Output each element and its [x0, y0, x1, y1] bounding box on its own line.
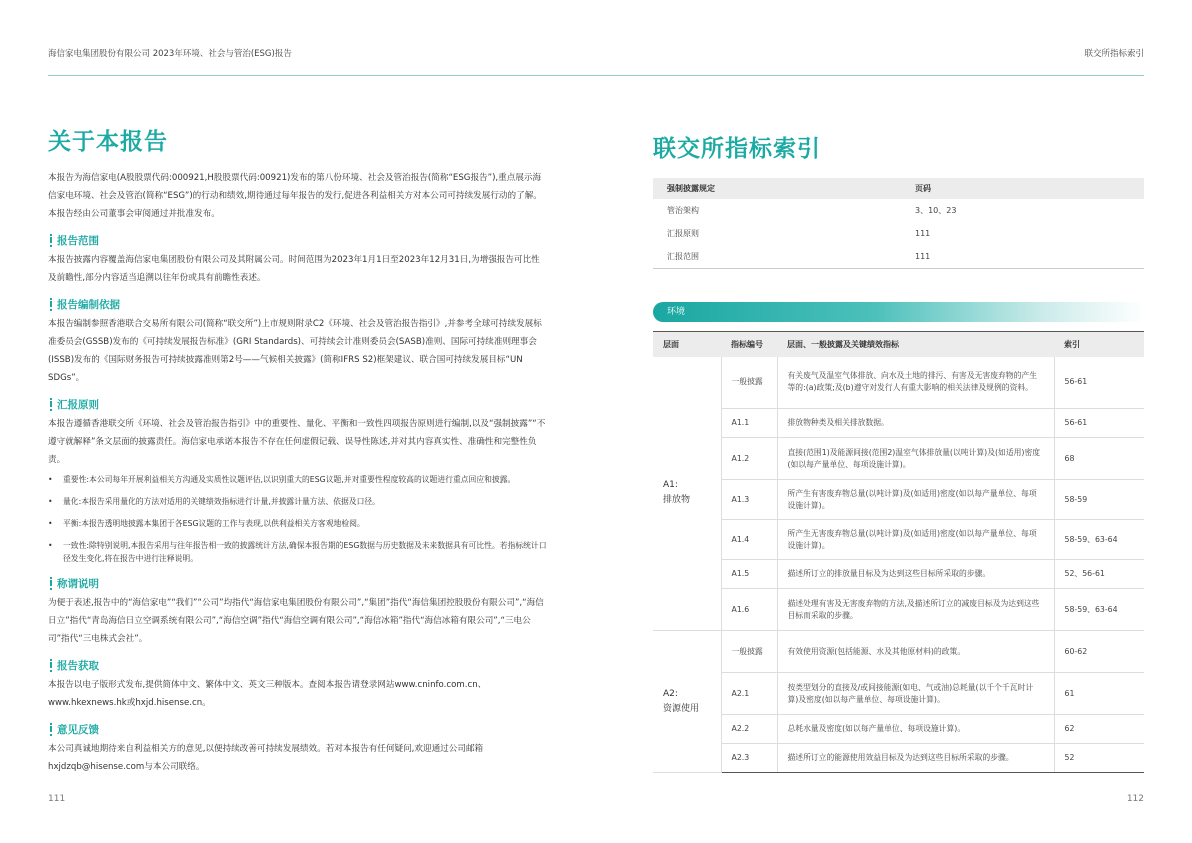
table-cell: 111: [901, 245, 1144, 268]
section-title: 汇报原则: [57, 398, 99, 411]
indicator-id: A2.1: [721, 673, 777, 715]
right-page-title-wrap: [653, 130, 1144, 163]
table-row: [653, 409, 1144, 438]
column-header: 页码: [901, 178, 1144, 199]
table-row: [653, 480, 1144, 520]
indicator-id: A2.3: [721, 744, 777, 773]
indicator-id: A2.2: [721, 715, 777, 744]
section-feedback: [48, 720, 548, 776]
page-title-about: 关于本报告: [48, 129, 168, 155]
page-number-left: 111: [48, 794, 66, 804]
section-title: 报告范围: [57, 234, 99, 247]
page-title-index: 联交所指标索引: [653, 136, 821, 162]
indicator-id: 一般披露: [721, 357, 777, 409]
environment-band: 环境: [653, 302, 1144, 322]
table-cell: 管治架构: [667, 206, 699, 215]
table-header-row: [653, 332, 1144, 357]
table-cell: 汇报范围: [653, 245, 901, 268]
indicator-pages: 62: [1054, 715, 1144, 744]
indicator-id: A1.6: [721, 589, 777, 631]
indicator-pages: 52: [1054, 744, 1144, 773]
table-row: [653, 199, 1144, 222]
section-title: 意见反馈: [57, 723, 99, 736]
environment-index-table: [653, 331, 1144, 773]
mandatory-disclosure-table: [653, 178, 1144, 269]
section-text: 本报告遵循香港联交所《环境、社会及管治报告指引》中的重要性、量化、平衡和一致性四项报告原则进行编制,以及“强制披露”“不遵守就解释”条文层面的披露责任。海信家电承诺本报告不存在任何虚假记载、误导性陈述,并对其内容真实性、准确性和完整性负责。: [48, 419, 546, 465]
section-marker-icon: [48, 723, 53, 736]
header-section-title: 联交所指标索引: [1084, 49, 1144, 59]
indicator-text: 按类型划分的直接及/或间接能源(如电、气或油)总耗量(以千个千瓦时计算)及密度(如以每产量单位、每项设施计算)。: [777, 673, 1054, 715]
column-header: 层面: [653, 332, 721, 357]
table-cell: 3、10、23: [915, 206, 957, 215]
table-cell: 111: [915, 229, 931, 238]
indicator-pages: 56-61: [1054, 357, 1144, 409]
section-text: 为便于表述,报告中的“海信家电”“我们”“公司”均指代“海信家电集团股份有限公司”,“集团”指代“海信集团控股股份有限公司”,“海信日立”指代“青岛海信日立空调系统有限公司”,“海信空调”指代“海信空调有限公司”,“海信冰箱”指代“海信冰箱有限公司”,“三电公司”指代“三电株式会社”。: [48, 598, 544, 644]
section-text: 本报告披露内容覆盖海信家电集团股份有限公司及其附属公司。时间范围为2023年1月1日至2023年12月31日,为增强报告可比性及前瞻性,部分内容适当追溯以往年份或具有前瞻性表述。: [48, 255, 540, 283]
section-terms: [48, 574, 548, 648]
intro-paragraph: 本报告为海信家电(A股股票代码:000921,H股股票代码:00921)发布的第八份环境、社会及管治报告(简称“ESG报告”),重点展示海信家电环境、社会及管治(简称“ESG”)的行动和绩效,期待通过每年报告的发行,促进各利益相关方对本公司可持续发展行动的了解。本报告经由公司董事会审阅通过并批准发布。: [48, 173, 542, 219]
table-row: [653, 560, 1144, 589]
indicator-text: 排放物种类及相关排放数据。: [777, 409, 1054, 438]
section-principles: [48, 395, 548, 469]
section-basis: [48, 295, 548, 387]
indicator-pages: 58-59、63-64: [1054, 520, 1144, 560]
table-row: [653, 589, 1144, 631]
section-scope: [48, 231, 548, 287]
indicator-id: A1.4: [721, 520, 777, 560]
left-page: [48, 123, 548, 776]
indicator-text: 描述处理有害及无害废弃物的方法,及描述所订立的减废目标及为达到这些目标而采取的步骤。: [777, 589, 1054, 631]
indicator-text: 直接(范围1)及能源间接(范围2)温室气体排放量(以吨计算)及(如适用)密度(如以每产量单位、每项设施计算)。: [777, 438, 1054, 480]
indicator-id: A1.3: [721, 480, 777, 520]
table-cell: 汇报原则: [667, 229, 699, 238]
indicator-pages: 58-59、63-64: [1054, 589, 1144, 631]
indicator-pages: 61: [1054, 673, 1144, 715]
indicator-pages: 68: [1054, 438, 1144, 480]
header-report-title: 海信家电集团股份有限公司 2023年环境、社会与管治(ESG)报告: [48, 49, 292, 59]
section-access: [48, 656, 548, 712]
section-marker-icon: [48, 659, 53, 672]
indicator-id: A1.2: [721, 438, 777, 480]
section-marker-icon: [48, 234, 53, 247]
header-divider: [48, 75, 1144, 76]
section-marker-icon: [48, 577, 53, 590]
section-title: 称谓说明: [57, 577, 99, 590]
table-row: [653, 438, 1144, 480]
indicator-pages: 52、56-61: [1054, 560, 1144, 589]
table-row: [653, 744, 1144, 773]
table-row: [653, 245, 1144, 268]
section-text: 本报告以电子版形式发布,提供简体中文、繁体中文、英文三种版本。查阅本报告请登录网站www.cninfo.com.cn、www.hkexnews.hk或hxjd.hisense.cn。: [48, 680, 487, 708]
table-row: [653, 673, 1144, 715]
page-number-right: 112: [1126, 794, 1144, 804]
table-row: [653, 357, 1144, 409]
column-header: 指标编号: [721, 332, 777, 357]
indicator-text: 描述所订立的排放量目标及为达到这些目标所采取的步骤。: [777, 560, 1054, 589]
list-item: • 量化:本报告采用量化的方法对适用的关键绩效指标进行计量,并披露计量方法、依据及口径。: [48, 497, 380, 506]
principle-bullets: [48, 473, 548, 565]
list-item: • 一致性:除特别说明,本报告采用与往年报告相一致的披露统计方法,确保本报告期的ESG数据与历史数据及未来数据具有可比性。若指标统计口径发生变化,将在报告中进行注释说明。: [48, 541, 547, 563]
list-item: • 平衡:本报告透明地披露本集团于各ESG议题的工作与表现,以供利益相关方客观地检阅。: [48, 519, 365, 528]
layer-cell: A1: 排放物: [653, 357, 721, 631]
section-marker-icon: [48, 398, 53, 411]
table-row: [653, 631, 1144, 673]
indicator-text: 所产生有害废弃物总量(以吨计算)及(如适用)密度(如以每产量单位、每项设施计算)。: [777, 480, 1054, 520]
indicator-id: A1.5: [721, 560, 777, 589]
table-header-row: [653, 178, 1144, 199]
indicator-pages: 60-62: [1054, 631, 1144, 673]
indicator-text: 有关废气及温室气体排放、向水及土地的排污、有害及无害废弃物的产生等的:(a)政策;及(b)遵守对发行人有重大影响的相关法律及规例的资料。: [777, 357, 1054, 409]
indicator-pages: 56-61: [1054, 409, 1144, 438]
indicator-text: 所产生无害废弃物总量(以吨计算)及(如适用)密度(如以每产量单位、每项设施计算)。: [777, 520, 1054, 560]
indicator-text: 有效使用资源(包括能源、水及其他原材料)的政策。: [777, 631, 1054, 673]
table-row: [653, 520, 1144, 560]
section-text: 本公司真诚地期待来自利益相关方的意见,以便持续改善可持续发展绩效。若对本报告有任何疑问,欢迎通过公司邮箱hxjdzqb@hisense.com与本公司联络。: [48, 744, 484, 772]
table-row: [653, 222, 1144, 245]
section-text: 本报告编制参照香港联合交易所有限公司(简称“联交所”)上市规则附录C2《环境、社会及管治报告指引》,并参考全球可持续发展标准委员会(GSSB)发布的《可持续发展报告标准》(GRI Standards)、可持续会计准则委员会(SASB)准则、国际可持续准则理事会(ISSB)发布的《国际财务报告可持续披露准则第2号——气候相关披露》(简称IFRS S2)框架建议、联合国可持续发展目标“UN SDGs”。: [48, 319, 542, 383]
indicator-id: A1.1: [721, 409, 777, 438]
list-item: • 重要性:本公司每年开展利益相关方沟通及实质性议题评估,以识别重大的ESG议题,并对重要性程度较高的议题进行重点回应和披露。: [48, 475, 516, 484]
section-title: 报告编制依据: [57, 298, 120, 311]
table-row: [653, 715, 1144, 744]
indicator-text: 总耗水量及密度(如以每产量单位、每项设施计算)。: [777, 715, 1054, 744]
indicator-text: 描述所订立的能源使用效益目标及为达到这些目标所采取的步骤。: [777, 744, 1054, 773]
indicator-pages: 58-59: [1054, 480, 1144, 520]
column-header: 索引: [1054, 332, 1144, 357]
column-header: 层面、一般披露及关键绩效指标: [777, 332, 1054, 357]
indicator-id: 一般披露: [721, 631, 777, 673]
section-title: 报告获取: [57, 659, 99, 672]
column-header: 强制披露规定: [653, 178, 901, 199]
layer-cell: A2: 资源使用: [653, 631, 721, 773]
section-marker-icon: [48, 298, 53, 311]
